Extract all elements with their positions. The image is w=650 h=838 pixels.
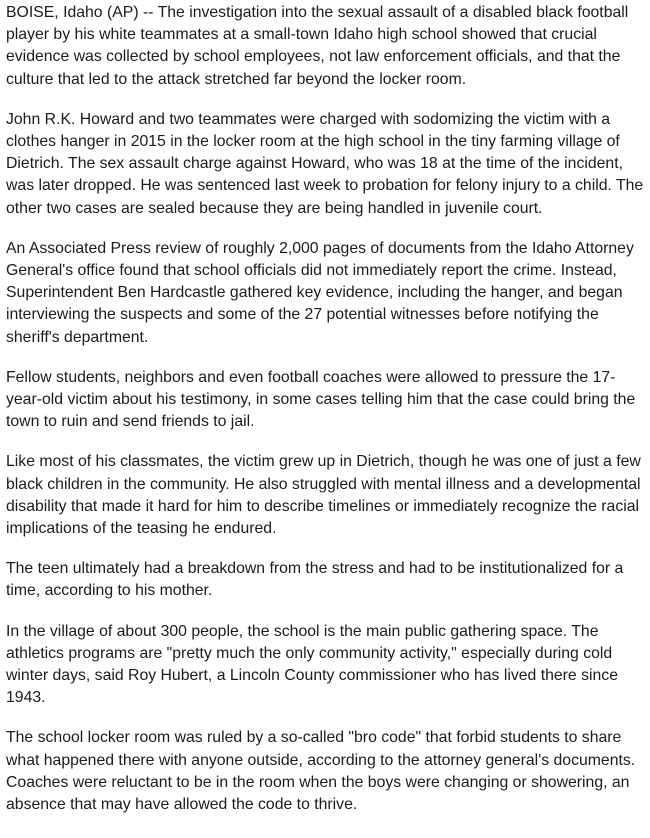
article-paragraph-6: The teen ultimately had a breakdown from the stress and had to be institutionalized for a time, according to his mother. [6,560,624,600]
article-paragraph-2: John R.K. Howard and two teammates were charged with sodomizing the victim with a clothes hanger in 2015 in the locker room at the high school in the tiny farming village of Dietrich. The sex assault charge against Howard, who was 18 at the time of the incident, was later dropped. He was sentenced last week to probation for felony injury to a child. The other two cases are sealed because they are being handled in juvenile court. [6,110,644,217]
article-paragraph-4: Fellow students, neighbors and even football coaches were allowed to pressure the 17-year-old victim about his testimony, in some cases telling him that the case could bring the town to ruin and send friends to jail. [6,368,636,431]
article-paragraph-8: The school locker room was ruled by a so-called "bro code" that forbid students to share what happened there with anyone outside, according to the attorney general's documents. Coaches were reluctant to be in the room when the boys were changing or showering, an absence that may have allowed the code to thrive. [6,729,636,814]
article-paragraph-3: An Associated Press review of roughly 2,000 pages of documents from the Idaho Attorney General's office found that school officials did not immediately report the crime. Instead, Superintendent Ben Hardcastle gathered key evidence, including the hanger, and began interviewing the suspects and some of the 27 potential witnesses before notifying the sheriff's department. [6,239,634,346]
article-paragraph-7: In the village of about 300 people, the school is the main public gathering space. The athletics programs are "pretty much the only community activity," especially during cold winter days, said Roy Hubert, a Lincoln County commissioner who has lived there since 1943. [6,622,618,707]
article-paragraph-5: Like most of his classmates, the victim grew up in Dietrich, though he was one of just a few black children in the community. He also struggled with mental illness and a developmental disability that made it hard for him to describe timelines or immediately recognize the racial implications of the teasing he endured. [6,453,641,538]
article-paragraph-1: BOISE, Idaho (AP) -- The investigation into the sexual assault of a disabled black football player by his white teammates at a small-town Idaho high school showed that crucial evidence was collected by school employees, not law enforcement officials, and that the culture that led to the attack stretched far beyond the locker room. [6,4,629,88]
article-body [0,2,650,816]
